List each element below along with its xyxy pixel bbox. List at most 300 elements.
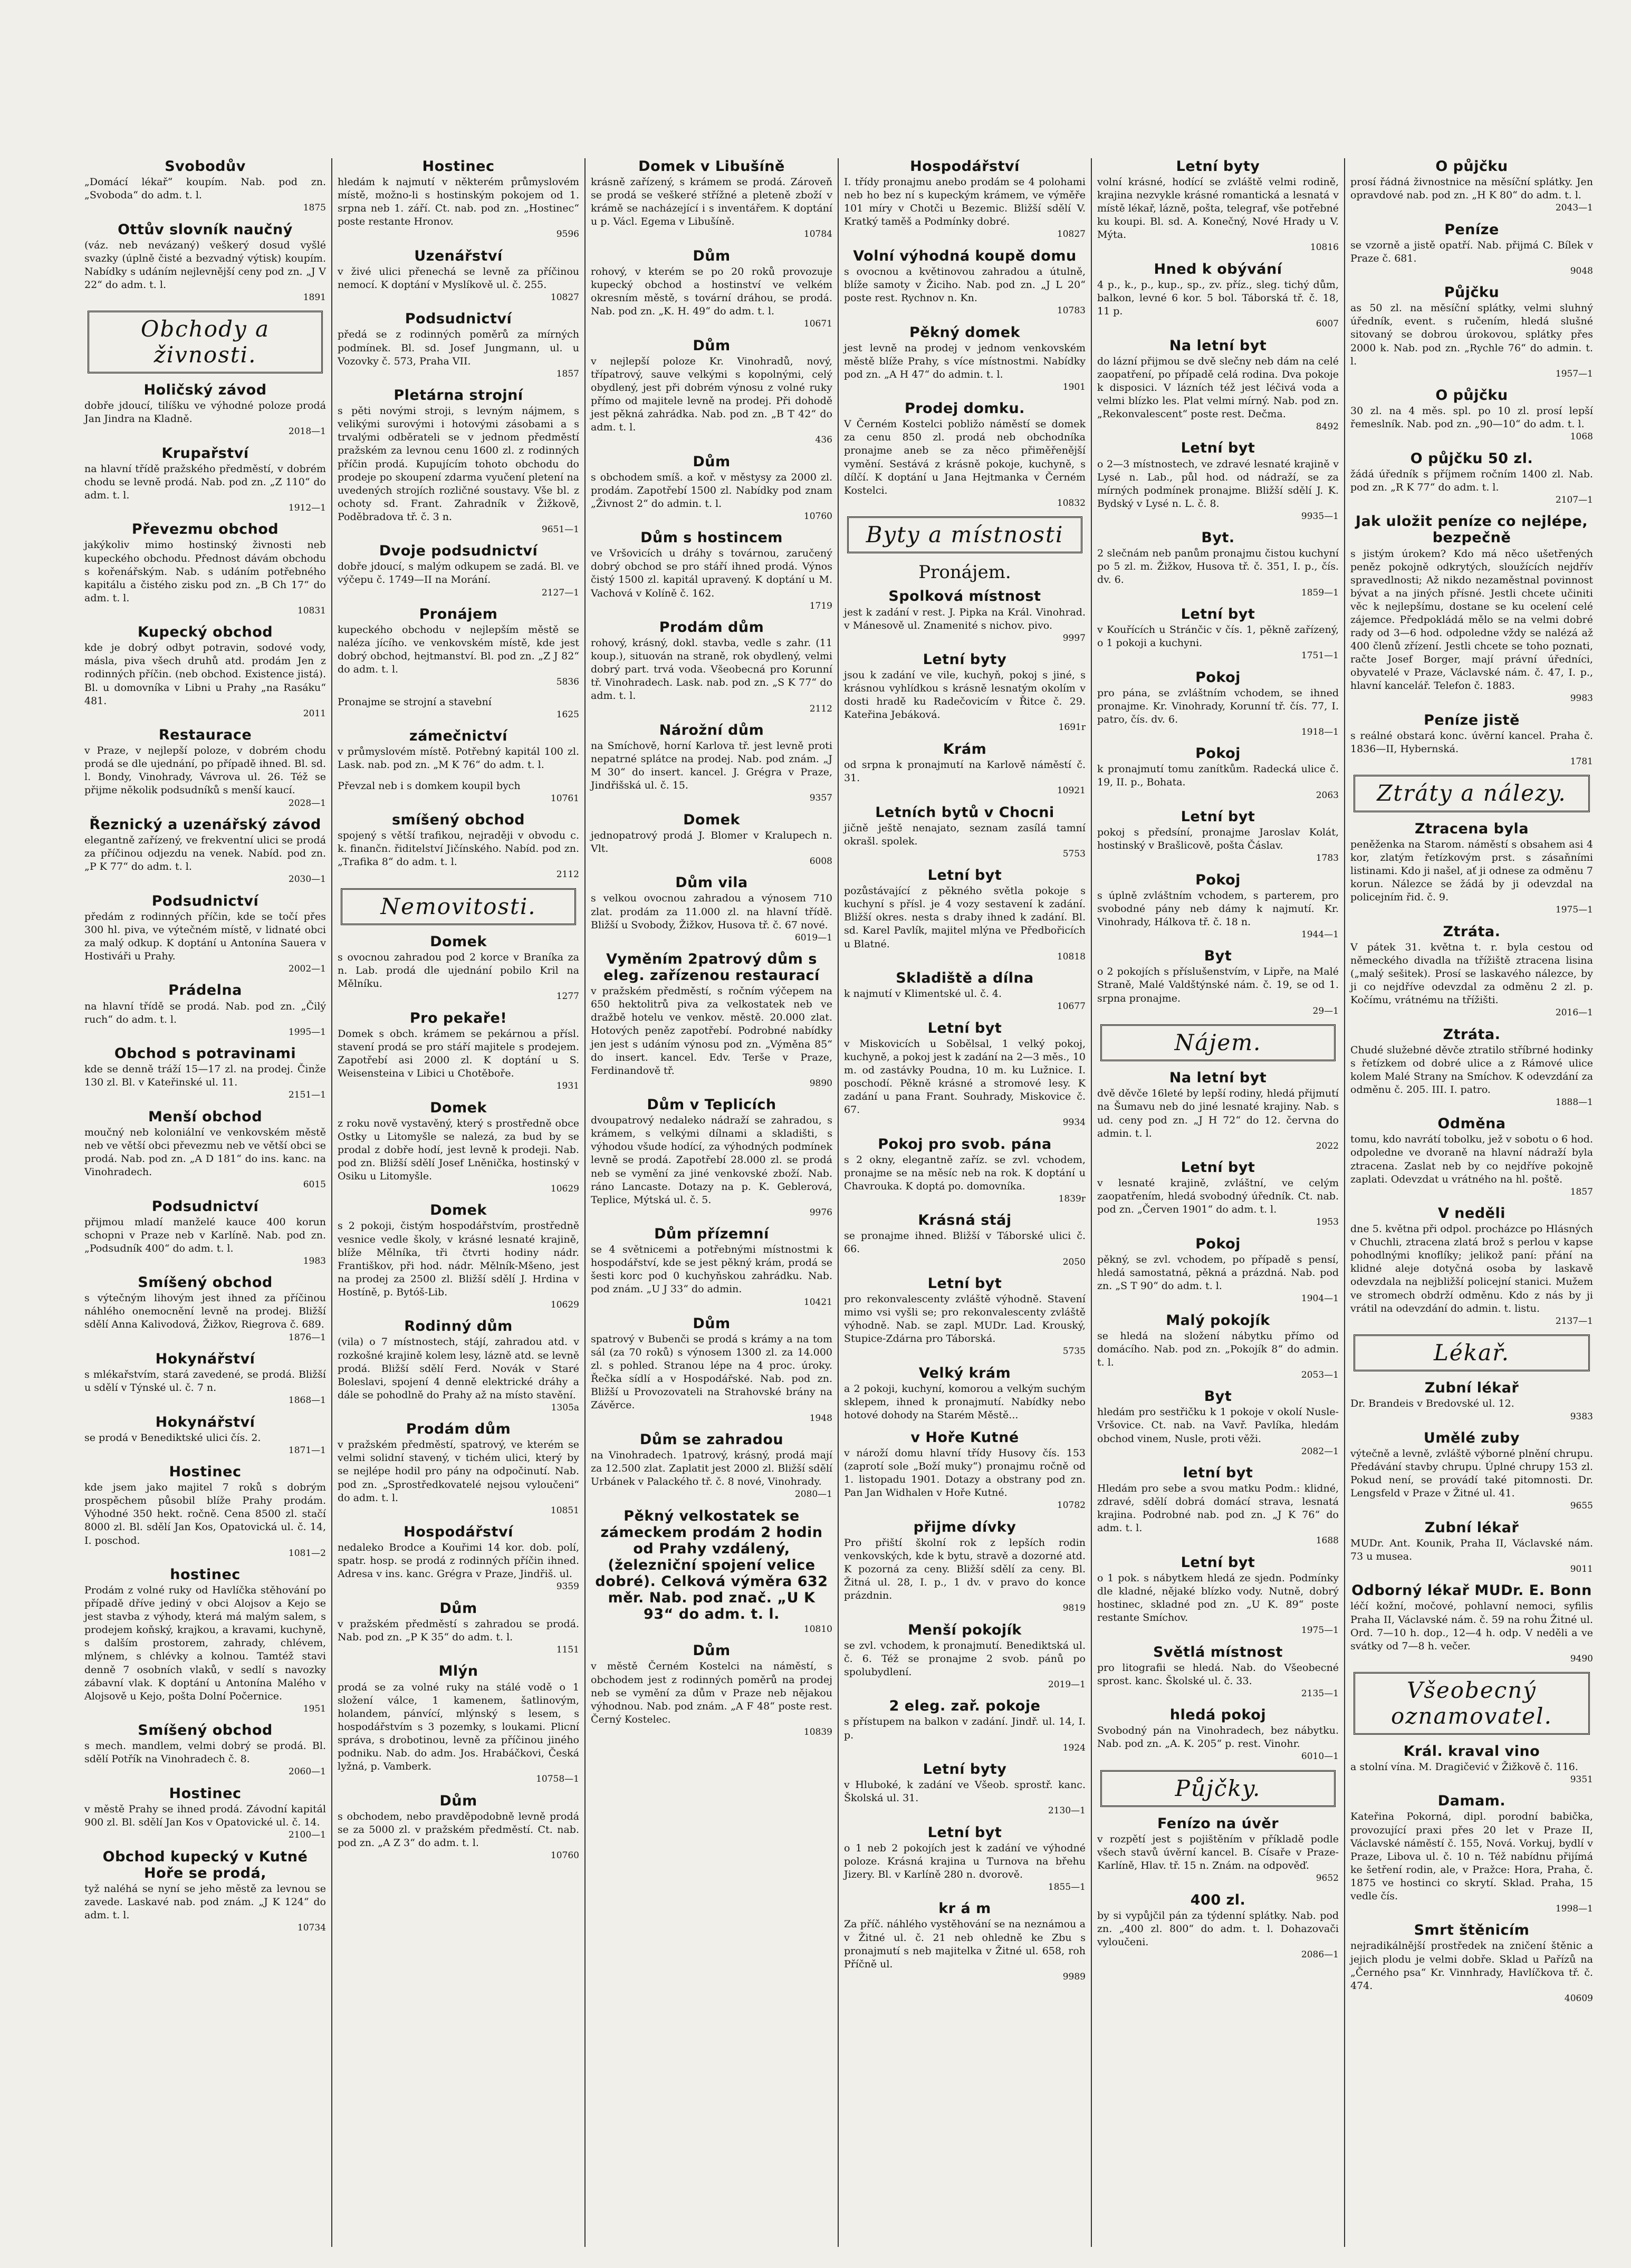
classified-ad	[844, 741, 1086, 797]
ad-reference-number: 1948	[809, 1412, 832, 1424]
classified-ad	[1350, 222, 1593, 277]
classified-ad	[844, 1365, 1086, 1422]
classified-ad	[1097, 872, 1339, 941]
ad-reference-number: 2135—1	[1301, 1688, 1339, 1699]
ad-title: Podsudnictví	[405, 311, 512, 328]
ad-reference-number: 9011	[1570, 1564, 1593, 1574]
ad-title: 400 zl.	[1190, 1891, 1246, 1908]
classified-ad	[84, 982, 326, 1038]
ad-text: (váz. neb nevázaný) veškerý dosud vyšlé svazky (úplně čisté a bezvadný výtisk) koupím. Nabídky s udáním nejlevnější ceny pod zn. „J V 22“ do adm. t. l.	[84, 239, 326, 291]
ad-title: Hospodářství	[404, 1524, 513, 1541]
ad-reference-number: 29—1	[1312, 1005, 1339, 1016]
ad-text: peněženka na Starom. náměstí s obsahem asi 4 kor, zlatým řetízkovým prst. s zásaňními listinami. Kdo ji našel, ať ji odnese za odměnu 7 korun. Nálezce se žádá by ji odevzdal na policejním řid. č. 9.	[1350, 838, 1593, 904]
ad-reference-number: 1891	[303, 292, 326, 303]
classified-ad	[844, 324, 1086, 393]
ad-reference-number: 10758—1	[536, 1774, 579, 1785]
ad-reference-number: 10761	[550, 793, 579, 804]
classified-ad	[1097, 1892, 1339, 1961]
ad-text: léčí kožní, močové, pohlavní nemoci, syfilis Praha II, Václavské nám. č. 59 na rohu Žitné ul. Ord. 7—10 h. dop., 12—4 h. odp. V neděli a ve svátky od 7—8 h. večer.	[1350, 1600, 1593, 1652]
ad-text: Kateřina Pokorná, dipl. porodní babička, provozující praxi přes 20 let v Praze II, Václavské náměstí č. 155, Nová. Vorkuj, bydlí v Praze, Libova ul. č. 10 n. Též nabídnu přijímá ke šetření rodin, ale, v Pražce: Hora, Praha, č. 1875 ve hostinci co skrytí. Sklad. Praha, 15 vedle čís.	[1350, 1811, 1593, 1902]
section-heading: Lékař.	[1354, 1334, 1590, 1371]
ad-title: Byt	[1204, 1388, 1232, 1405]
ad-title: Letních bytů v Chocni	[875, 804, 1054, 821]
classified-ad	[338, 934, 579, 1003]
ad-title: Dům	[693, 337, 731, 354]
ad-reference-number: 10818	[1057, 951, 1086, 962]
ad-title: Dům	[693, 247, 731, 264]
classified-ad	[84, 1849, 326, 1934]
classified-ad	[1097, 606, 1339, 662]
classified-ad	[1097, 440, 1339, 522]
ad-reference-number: 9652	[1316, 1873, 1339, 1884]
ad-title: 2 eleg. zař. pokoje	[889, 1698, 1041, 1715]
ad-text: s velkou ovocnou zahradou a výnosem 710 zlat. prodám za 11.000 zl. na hlavní třídě. Bližší u Svobody, Žižkov, Husova tř. č. 67 nové.	[591, 892, 832, 931]
ad-reference-number: 436	[815, 435, 832, 446]
ad-text: o 1 neb 2 pokojích jest k zadání ve výhodné poloze. Krásná krajina u Turnova na břehu Jizery. Bl. v Karlíně 280 n. dvorově.	[844, 1842, 1086, 1880]
ad-reference-number: 1857	[1570, 1186, 1593, 1197]
classified-ad	[84, 445, 326, 514]
ad-reference-number: 2018—1	[288, 426, 326, 437]
ad-text: prodá se za volné ruky na stálé vodě o 1 složení válce, 1 kamenem, šatlinovým, holandem, pánvící, mlýnský s lesem, s hospodářstvím s 3 pozemky, s loukami. Plicní správa, s drobotinou, levně za příčinou jiného podniku. Nab. do adm. Jos. Hrabáčkovi, Česká lyžná, p. Vamberk.	[338, 1681, 579, 1772]
ad-text: se hledá na složení nábytku přímo od domácího. Nab. pod zn. „Pokojík 8“ do admin. t. l.	[1097, 1330, 1339, 1368]
ad-title: Pokoj	[1195, 1235, 1241, 1252]
ad-text: v živé ulici přenechá se levně za příčinou nemocí. K doptání v Myslíkově ul. č. 255.	[338, 265, 579, 291]
ad-title: Ottův slovník naučný	[118, 221, 293, 238]
ad-text: v nároží domu hlavní třídy Husovy čís. 153 (zaprotí sole „Boží muky“) pronajmu ročně od 1. listopadu 1901. Dotazy a obstrany pod zn. Pan Jan Widhalen v Hoře Kutné.	[844, 1447, 1086, 1499]
ad-title: Krásná stáj	[918, 1212, 1012, 1229]
ad-title: Odměna	[1437, 1116, 1506, 1132]
ad-title: Podsudnictví	[151, 892, 259, 909]
classified-ad	[84, 1567, 326, 1715]
ad-title: Hostinec	[169, 1785, 242, 1802]
ad-reference-number: 2028—1	[288, 797, 326, 809]
classified-ad	[1350, 1380, 1593, 1423]
ad-reference-number: 10760	[803, 511, 832, 522]
ad-reference-number: 10810	[803, 1624, 832, 1635]
ad-text: Hledám pro sebe a svou matku Podm.: klidné, zdravé, sdělí dobrá domácí strava, lesnatá krajina. Podrobné nab. pod zn. „J K 76“ do adm. t. l.	[1097, 1483, 1339, 1534]
classified-ad	[1097, 809, 1339, 864]
ad-reference-number: 10839	[803, 1726, 832, 1737]
ad-title: Obchod kupecký v Kutné Hoře se prodá,	[102, 1848, 308, 1881]
ad-reference-number: 9655	[1570, 1501, 1593, 1512]
ad-title: Skladiště a dílna	[896, 970, 1034, 987]
column-2	[332, 158, 586, 2247]
classified-ad	[591, 454, 832, 523]
ad-text: s úplně zvláštním vchodem, s parterem, pro svobodné pány neb dámy k najmutí. Kr. Vinohrady, Hálkova tř. č. 18 n.	[1097, 889, 1339, 928]
ad-reference-number: 1781	[1570, 756, 1593, 767]
ad-text: v pražském předměstí s zahradou se prodá. Nab. pod zn. „P K 35“ do adm. t. l.	[338, 1618, 579, 1643]
classified-ad	[338, 158, 579, 241]
ad-text: nejradikálnější prostředek na zničení štěnic a jejich plodu je velmi dobře. Sklad u Pařízů na „Černého psa“ Kr. Vinnhrady, Havlíčkova tř. č. 474.	[1350, 1940, 1593, 1992]
ad-title: Svobodův	[165, 158, 246, 175]
ad-title: Ztráta.	[1443, 923, 1501, 940]
classified-ad	[84, 158, 326, 214]
ad-text: od srpna k pronajmutí na Karlově náměstí č. 31.	[844, 758, 1086, 784]
ad-title: Půjčku	[1444, 284, 1500, 301]
ad-reference-number: 9819	[1062, 1603, 1086, 1614]
ad-text: na Vinohradech. 1patrový, krásný, prodá mají za 12.500 zlat. Zaplatit jest 2000 zl. Bližší sdělí Urbánek v Palackého tř. č. 8 nové, Vinohrady.	[591, 1449, 832, 1488]
ad-reference-number: 1081—2	[288, 1548, 326, 1559]
ad-text: pro pána, se zvláštním vchodem, se ihned pronajme. Kr. Vinohrady, Korunní tř. čís. 77, I. patro, čís. dv. 6.	[1097, 687, 1339, 725]
ad-text: „Domácí lékař“ koupím. Nab. pod zn. „Svoboda“ do adm. t. l.	[84, 176, 326, 201]
ad-text: hledám pro sestřičku k 1 pokoje v okolí Nusle-Vršovice. Ct. nab. na Vavř. Pavlíka, hledám obchod vinem, Nusle, proti věži.	[1097, 1406, 1339, 1445]
ad-text: s pěti novými stroji, s levným nájmem, s velikými surovými i hotovými zásobami a s trvalými odběrateli se v jednom předměstí pražském za levnou cenu 1600 zl. z rodinných příčin prodá. Kupujícím tohoto obchodu do prodeje po skoupení zdarma vyučení pletení na uvedených strojích rozličné soustavy. Vše bl. z ochoty sd. Frant. Zahradník v Žižkově, Poděbradova tř. č. 3 n.	[338, 405, 579, 523]
classified-ad	[844, 1275, 1086, 1358]
classified-ad	[84, 1414, 326, 1457]
ad-title: Dům	[693, 453, 731, 470]
ad-title: přijme dívky	[913, 1519, 1016, 1535]
ad-reference-number: 10783	[1057, 305, 1086, 316]
ad-text: kde jsem jako majitel 7 roků s dobrým prospěchem působil blíže Prahy prodám. Výhodné 350 hekt. ročně. Cena 8500 zl. stačí 8000 zl. Bl. sdělí Jan Kos, Opatovická ul. č. 14, I. poschod.	[84, 1482, 326, 1546]
ad-title: Restaurace	[158, 727, 252, 744]
ad-title: Umělé zuby	[1423, 1430, 1520, 1446]
classified-ad	[1350, 387, 1593, 443]
ad-title: O půjčku	[1435, 158, 1508, 175]
ad-reference-number: 10827	[1057, 229, 1086, 240]
classified-ad	[338, 543, 579, 599]
classified-ad	[338, 311, 579, 380]
ad-title: Jak uložit peníze co nejlépe, bezpečně	[1355, 513, 1588, 546]
subsection-heading: Pronájem.	[918, 562, 1011, 583]
ad-text: pozůstávající z pěkného světla pokoje s kuchyní s přísl. je 4 vozy sestavení k zadání. Bližší okres. nesta s draby ihned k zadání. Bl. sd. Karel Pavlík, majitel mlýna ve Předbořicích u Blatné.	[844, 885, 1086, 950]
ad-reference-number: 9651—1	[541, 524, 579, 535]
section-heading: Nájem.	[1100, 1024, 1336, 1061]
classified-ad	[844, 248, 1086, 317]
ad-reference-number: 10421	[803, 1296, 832, 1308]
classified-ad	[591, 1097, 832, 1218]
ad-reference-number: 9890	[809, 1078, 832, 1089]
classified-ad	[338, 1663, 579, 1785]
ad-title: Dům vila	[675, 874, 748, 891]
ad-title: Hostinec	[169, 1464, 242, 1481]
ad-text: s ovocnou a květinovou zahradou a útulně, blíže samoty v Žiciho. Nab. pod zn. „J L 20“ poste rest. Rychnov n. Kn.	[844, 265, 1086, 304]
ad-reference-number: 1944—1	[1301, 929, 1339, 940]
ad-title: Pokoj pro svob. pána	[878, 1136, 1052, 1152]
ad-reference-number: 1871—1	[288, 1445, 326, 1456]
ad-text: na hlavní třídě se prodá. Nab. pod zn. „Čilý ruch“ do adm. t. l.	[84, 1000, 326, 1025]
ad-reference-number: 1277	[556, 991, 579, 1002]
ad-title: Smíšený obchod	[138, 1722, 273, 1739]
classified-ad	[1350, 1743, 1593, 1786]
ad-title: Letní byty	[1176, 158, 1260, 175]
ad-reference-number: 1918—1	[1301, 726, 1339, 737]
classified-ad	[1350, 1520, 1593, 1575]
ad-title: Letní byty	[923, 651, 1007, 668]
ad-text: o 2 pokojích s příslušenstvím, v Lipře, na Malé Straně, Malé Valdštýnské nám. č. 19, se od 1. srpna pronajme.	[1097, 966, 1339, 1004]
classified-ad	[338, 1421, 579, 1516]
ad-title: Smíšený obchod	[138, 1274, 273, 1291]
ad-text: 30 zl. na 4 měs. spl. po 10 zl. prosí lepší řemeslník. Nab. pod zn. „90—10“ do adm. t. l.	[1350, 405, 1593, 430]
ad-reference-number: 9357	[809, 793, 832, 804]
newspaper-page	[79, 158, 1619, 2247]
classified-ad	[338, 1010, 579, 1092]
ad-reference-number: 2100—1	[288, 1830, 326, 1841]
ad-title: Letní byt	[1181, 1159, 1255, 1176]
classified-ad	[338, 1793, 579, 1862]
ad-text: elegantně zařízený, ve frekventní ulici se prodá za příčinou odjezdu na venek. Nabíd. pod zn. „P K 77“ do adm. t. l.	[84, 834, 326, 873]
ad-title: Kupecký obchod	[137, 624, 273, 641]
ad-title: Dvoje podsudnictví	[379, 543, 538, 560]
ad-reference-number: 2011	[303, 708, 326, 719]
ad-title: Letní byty	[923, 1761, 1007, 1778]
ad-text: na Smíchově, horní Karlova tř. jest levně proti nepatrné splátce na prodej. Nab. pod znám. „J M 30“ do insert. kancel. J. Grégra v Praze, Jindřišská ul. č. 15.	[591, 739, 832, 792]
classified-ad	[1350, 1116, 1593, 1198]
ad-title: Byt	[1204, 948, 1232, 965]
ad-text: k najmutí v Klimentské ul. č. 4.	[844, 988, 1002, 1000]
classified-ad	[338, 1318, 579, 1414]
ad-title: zámečnictví	[409, 728, 508, 745]
ad-text: Svobodný pán na Vinohradech, bez nábytku. Nab. pod zn. „A. K. 205“ p. rest. Vinohr.	[1097, 1725, 1339, 1750]
ad-title: Byt.	[1201, 530, 1235, 546]
ad-title: Na letní byt	[1169, 1070, 1267, 1087]
classified-ad	[844, 588, 1086, 644]
ad-reference-number: 9983	[1570, 693, 1593, 704]
ad-reference-number: 1068	[1570, 431, 1593, 443]
ad-reference-number: 6019—1	[794, 932, 832, 943]
ad-text: jest k zadání v rest. J. Pipka na Král. Vinohrad. v Mánesově ul. Znamenité s nichov. pivo.	[844, 606, 1086, 631]
ad-text: spatrový v Bubenči se prodá s krámy a na tom sál (za 70 roků) s výnosem 1300 zl. za 14.000 zl. s pohled. Stranou lépe na 4 proc. úroky. Řečka sídlí a v Hospodářské. Nab. pod zn. Bližší u Provozovateli na Strahovské brány na Závěrce.	[591, 1333, 832, 1411]
classified-ad	[1350, 1205, 1593, 1327]
ad-text: V pátek 31. května t. r. byla cestou od německého divadla na třížiště ztracena lisina („malý sešitek). Prosí se laskavého nálezce, by ji co nejdříve odevzdal za odměnu 2 zl. p. Kočímu, vrátnému na třížišti.	[1350, 941, 1593, 1006]
classified-ad	[1350, 284, 1593, 380]
ad-reference-number: 10629	[550, 1183, 579, 1194]
ad-title: Malý pokojík	[1166, 1312, 1270, 1329]
classified-ad	[84, 1274, 326, 1343]
classified-ad	[338, 606, 579, 688]
ad-text: v Praze, v nejlepší poloze, v dobrém chodu prodá se dle ujednání, po případě ihned. Bl. sd. l. Bondy, Vinohrady, Vávrova ul. 26. Též se přijme několik podsudníků s menší kaucí.	[84, 745, 326, 796]
ad-text: krásně zařízený, s krámem se prodá. Zároveň se prodá se veškeré střížné a pleteně zboží v krámě se nacházející i s inventářem. K doptání u p. Václ. Egema v Libušíně.	[591, 176, 832, 228]
ad-text: v pražském předměstí, spatrový, ve kterém se velmi solidní stavený, v tichém ulici, který by se nejlépe hodil pro pány na odpočinutí. Nab. pod zn. „Sprostředkovatelé nejsou vyloučeni“ do adm. t. l.	[338, 1439, 579, 1504]
ad-reference-number: 1957—1	[1555, 368, 1593, 379]
ad-text: z roku nově vystavěný, který s prostředně obce Ostky u Litomyšle se nalezá, za bud by se prodal z dobře hodí, jest levně k prodeji. Nab. pod zn. Bližší sdělí Josef Lněnička, hostinský v Osiku u Litomyšle.	[338, 1117, 579, 1182]
ad-reference-number: 1975—1	[1301, 1625, 1339, 1636]
ad-title: v Hoře Kutné	[910, 1429, 1019, 1446]
ad-text: dvoupatrový nedaleko nádraží se zahradou, s krámem, s velkými dílnami a skladišti, s výhodou všude hodící, za výhodných podmínek levně se prodá. Zapotřebí 28.000 zl. se prodá neb se vymění za jiné venkovské zboží. Nab. ráno Lancaste. Dotazy na p. K. Geblerová, Teplice, Mýtská ul. č. 5.	[591, 1114, 832, 1206]
ad-reference-number: 10851	[550, 1505, 579, 1516]
ad-title: V neděli	[1438, 1205, 1505, 1222]
ad-text: v průmyslovém místě. Potřebný kapitál 100 zl. Lask. nab. pod zn. „M K 76“ do adm. t. l.	[338, 746, 579, 771]
ad-text: s výtečným lihovým jest ihned za příčinou náhlého onemocnění levně na prodej. Bližší sdělí Anna Kalivodová, Žižkov, Riegrova č. 689.	[84, 1292, 326, 1331]
ad-title: Pro pekaře!	[409, 1010, 507, 1026]
classified-ad	[844, 1698, 1086, 1754]
ad-text: s 2 okny, elegantně zaříz. se zvl. vchodem, pronajme se na měsíc neb na rok. K doptání u Chavrouka. K doptá po. domovníka.	[844, 1154, 1086, 1192]
ad-text: moučný neb koloniální ve venkovském městě neb ve větší obci převezmu neb ve větší obci se prodá. Nab. pod zn. „A D 181“ do ins. kanc. na Vinohradech.	[84, 1126, 326, 1178]
ad-reference-number: 9351	[1570, 1774, 1593, 1785]
ad-text: by si vypůjčil pán za týdenní splátky. Nab. pod zn. „400 zl. 800“ do adm. t. l. Dohazovači vyloučeni.	[1097, 1909, 1339, 1948]
classified-ad	[84, 727, 326, 809]
ad-title: Peníze jistě	[1424, 712, 1520, 728]
ad-title: Damam.	[1437, 1793, 1506, 1810]
classified-ad	[591, 530, 832, 612]
ad-reference-number: 1875	[303, 203, 326, 214]
classified-ad	[1350, 1430, 1593, 1512]
ad-reference-number: 2112	[809, 703, 832, 714]
ad-reference-number: 2080—1	[794, 1489, 832, 1500]
ad-title: Ztracena byla	[1414, 820, 1529, 837]
classified-ad	[1097, 1644, 1339, 1700]
ad-reference-number: 2050	[1062, 1256, 1086, 1267]
ad-text: V Černém Kostelci pobližo náměstí se domek za cenu 850 zl. prodá neb obchodníka pronajme aneb se za něco přiměřenější vymění. Sestává z krásně pokoje, kuchyně, s dílčí. K doptání u Jana Hejtmanka v Černém Kostelci.	[844, 418, 1086, 496]
ad-text: I. třídy pronajmu anebo prodám se 4 polohami neb ho bez ní s kupeckým krámem, ve výměře 101 míry v Chotči u Bezemic. Bližší sdělí V. Kratký taměš a Podmínky dobré.	[844, 176, 1086, 228]
classified-ad	[591, 1315, 832, 1424]
ad-text: v Hluboké, k zadání ve Všeob. sprostř. kanc. Školská ul. 31.	[844, 1779, 1086, 1804]
classified-ad	[84, 1109, 326, 1191]
ad-text: v Kouřících u Stránčic v čís. 1, pěkně zařízený, o 1 pokoji a kuchyni.	[1097, 624, 1339, 649]
classified-ad	[844, 804, 1086, 860]
classified-ad	[84, 1464, 326, 1559]
classified-ad	[844, 1622, 1086, 1691]
classified-ad	[1350, 1582, 1593, 1665]
ad-title: Pokoj	[1195, 871, 1241, 888]
classified-ad	[84, 624, 326, 719]
classified-ad	[1350, 1026, 1593, 1109]
ad-text: (vila) o 7 místnostech, stájí, zahradou atd. v rozkošné krajině kolem lesy, lázně atd. se levně prodá. Bližší sdělí Ferd. Novák v Staré Boleslavi, spojení 4 denně elektrické dráhy a dále se pohodlně do Prahy až na místo stavění.	[338, 1336, 579, 1401]
classified-ad	[844, 1212, 1086, 1268]
section-heading: Byty a místnosti	[847, 516, 1082, 553]
ad-text: o 2—3 místnostech, ve zdravé lesnaté krajině v Lysé n. Lab., půl hod. od nádraží, se za mírných podmínek pronajme. Bližší sdělí J. K. Bydský v Lysé n. L. č. 8.	[1097, 458, 1339, 510]
ad-text: do lázní přijmou se dvě slečny neb dám na celé zaopatření, po případě celá rodina. Dva pokoje k disposici. V lázních též jest léčivá voda a velmi blízko les. Plat velmi mírný. Nab. pod zn. „Rekonvalescent“ poste rest. Dečma.	[1097, 355, 1339, 420]
classified-ad	[84, 1785, 326, 1841]
classified-ad	[338, 1100, 579, 1195]
ad-reference-number: 2060—1	[288, 1766, 326, 1777]
ad-reference-number: 2063	[1316, 790, 1339, 801]
ad-title: Nárožní dům	[659, 722, 764, 738]
column-6	[1345, 158, 1598, 2247]
ad-title: Smrt štěnicím	[1414, 1922, 1530, 1939]
ad-title: Letní byt	[927, 1020, 1002, 1036]
ad-text: přijmou mladí manželé kauce 400 korun schopni v Praze neb v Karlíně. Nab. pod zn. „Podsudník 400“ do adm. t. l.	[84, 1216, 326, 1254]
classified-ad	[84, 222, 326, 304]
classified-ad	[844, 651, 1086, 734]
ad-text: kde je dobrý odbyt potravin, sodové vody, másla, piva všech druhů atd. prodám Jen z rodinných příčin. (neb obchod. Existence jistá). Bl. u domovníka v Libni u Prahy „na Rasáku“ 481.	[84, 642, 326, 707]
ad-text: s mlékařstvím, stará zavedené, se prodá. Bližší u sdělí v Týnské ul. č. 7 n.	[84, 1369, 326, 1394]
classified-ad	[338, 728, 579, 772]
ad-text: Dr. Brandeis v Bredovské ul. 12.	[1350, 1398, 1514, 1410]
ad-title: O půjčku 50 zl.	[1410, 450, 1533, 467]
ad-reference-number: 6015	[303, 1179, 326, 1190]
ad-reference-number: 1868—1	[288, 1395, 326, 1406]
ad-text: se zvl. vchodem, k pronajmutí. Benediktská ul. č. 6. Též se pronajme 2 svob. pánů po spolubydlení.	[844, 1639, 1086, 1678]
ad-title: Letní byt	[927, 1824, 1002, 1841]
classified-ad	[1097, 1312, 1339, 1381]
ad-reference-number: 10921	[1057, 785, 1086, 796]
section-heading: Půjčky.	[1100, 1770, 1336, 1807]
classified-ad	[591, 812, 832, 868]
ad-text: kde se denně tráží 15—17 zl. na prodej. Činže 130 zl. Bl. v Kateřinské ul. 11.	[84, 1063, 326, 1089]
ad-reference-number: 1859—1	[1301, 587, 1339, 598]
ad-title: Pokoj	[1195, 669, 1241, 686]
classified-ad	[1350, 158, 1593, 214]
ad-text: se 4 světnicemi a potřebnými místnostmi k hospodářství, kde se jest pěkný krám, prodá se šesti korc pod 0 kuchyňskou zahrádku. Nab. pod znám. „U J 33“ do admin.	[591, 1244, 832, 1295]
ad-text: jičně ještě nenajato, seznam zasílá tamní okrašl. spolek.	[844, 822, 1086, 847]
classified-ad	[591, 1642, 832, 1738]
classified-ad	[338, 387, 579, 535]
ad-reference-number: 40609	[1564, 1993, 1593, 2004]
ad-reference-number: 2053—1	[1301, 1369, 1339, 1380]
ad-title: Domek	[430, 1099, 487, 1116]
ad-text: žádá úředník s příjmem ročním 1400 zl. Nab. pod zn. „R K 77“ do adm. t. l.	[1350, 468, 1593, 493]
ad-title: hostinec	[170, 1567, 241, 1583]
ad-title: Pletárna strojní	[394, 387, 523, 404]
ad-title: Prádelna	[168, 982, 242, 999]
classified-ad	[1097, 1465, 1339, 1547]
ad-title: Vyměním 2patrový dům s eleg. zařízenou restaurací	[603, 951, 820, 984]
ad-reference-number: 6008	[809, 856, 832, 867]
ad-title: Dům se zahradou	[639, 1431, 784, 1448]
ad-reference-number: 5735	[1062, 1346, 1086, 1357]
ad-reference-number: 1951	[303, 1703, 326, 1714]
ad-text: nedaleko Brodce a Kouřimi 14 kor. dob. polí, spatr. hosp. se prodá z rodinných příčin ihned. Adresa v ins. kanc. Grégra v Praze, Jindřiš. ul.	[338, 1542, 579, 1580]
ad-reference-number: 8492	[1316, 421, 1339, 433]
ad-title: Letní byt	[927, 1275, 1002, 1292]
ad-reference-number: 9997	[1062, 632, 1086, 643]
ad-text: se pronajme ihned. Bližší v Táborské ulici č. 66.	[844, 1230, 1086, 1255]
ad-reference-number: 2107—1	[1555, 495, 1593, 505]
ad-text: a 2 pokoji, kuchyní, komorou a velkým suchým sklepem, ihned k pronajmutí. Nabídky nebo hotové dohody na Starém Městě...	[844, 1382, 1086, 1421]
classified-ad	[338, 780, 579, 805]
ad-text: rohový, v kterém se po 20 roků provozuje kupecký obchod a hostinství ve velkém okresním městě, s tovární dráhou, se prodá. Nab. pod zn. „K. H. 49“ do adm. t. l.	[591, 265, 832, 318]
column-5	[1092, 158, 1345, 2247]
classified-ad	[844, 1429, 1086, 1512]
ad-title: Dům	[439, 1600, 477, 1617]
ad-title: Rodinný dům	[404, 1318, 513, 1335]
section-heading: Všeobecný oznamovatel.	[1354, 1672, 1590, 1735]
ad-reference-number: 10782	[1057, 1500, 1086, 1511]
ad-reference-number: 2151—1	[288, 1090, 326, 1101]
ad-title: Odborný lékař MUDr. E. Bonn	[1351, 1582, 1592, 1599]
ad-title: Uzenářství	[414, 247, 503, 264]
ad-title: Holičský závod	[143, 382, 267, 399]
ad-title: kr á m	[938, 1900, 991, 1917]
classified-ad	[844, 1761, 1086, 1817]
ad-reference-number: 10734	[297, 1922, 326, 1933]
ad-title: Zubní lékař	[1424, 1380, 1519, 1397]
ad-reference-number: 2137—1	[1555, 1315, 1593, 1327]
classified-ad	[1097, 1388, 1339, 1457]
classified-ad	[591, 338, 832, 446]
ad-text: se prodá v Benediktské ulici čís. 2.	[84, 1431, 261, 1444]
ad-text: v Miskovicích u Sobělsal, 1 velký pokoj, kuchyně, a pokoj jest k zadání na 2—3 měs., 10 m. od zastávky Poudna, 10 m. ku Lužnice. I. poschodí. Pěkně krásné a stromové lesy. K zadání u pana Frant. Souhrady, Miskovice č. 67.	[844, 1037, 1086, 1116]
classified-ad	[591, 248, 832, 330]
ad-title: Světlá místnost	[1153, 1644, 1283, 1660]
ad-reference-number: 1151	[556, 1645, 579, 1656]
ad-title: Prodám dům	[659, 619, 764, 636]
ad-text: a stolní vína. M. Dragičević v Žižkově č. 116.	[1350, 1761, 1578, 1773]
ad-title: Menší obchod	[148, 1108, 263, 1125]
ad-title: Letní byt	[927, 867, 1002, 884]
classified-ad	[1350, 513, 1593, 704]
ad-title: Pěkný domek	[909, 324, 1021, 341]
ad-title: Volní výhodná koupě domu	[853, 247, 1077, 264]
classified-ad	[1097, 530, 1339, 599]
column-4	[839, 158, 1092, 2247]
ad-reference-number: 1625	[556, 709, 579, 720]
ad-text: Pro přiští školní rok z lepších rodin venkovských, kde k bytu, stravě a dozorné atd. K pozorná za ceny. Bližší sdělí za ceny. Bl. Žitná ul. 28, I. p., 1 dv. v pravo do konce prázdnin.	[844, 1536, 1086, 1602]
ad-title: Menší pokojík	[908, 1621, 1022, 1638]
ad-text: s přístupem na balkon v zadání. Jindř. ul. 14, I. p.	[844, 1716, 1086, 1741]
ad-reference-number: 1998—1	[1555, 1903, 1593, 1914]
ad-reference-number: 2030—1	[288, 874, 326, 885]
ad-title: Prodej domku.	[905, 400, 1025, 417]
ad-reference-number: 1719	[809, 600, 832, 611]
ad-reference-number: 9935—1	[1301, 511, 1339, 522]
ad-reference-number: 10832	[1057, 497, 1086, 508]
ad-reference-number: 1751—1	[1301, 650, 1339, 661]
ad-title: Peníze	[1444, 221, 1499, 238]
classified-ad	[1097, 1554, 1339, 1637]
ad-title: Dům s hostincem	[640, 530, 783, 546]
ad-title: smíšený obchod	[391, 812, 525, 829]
